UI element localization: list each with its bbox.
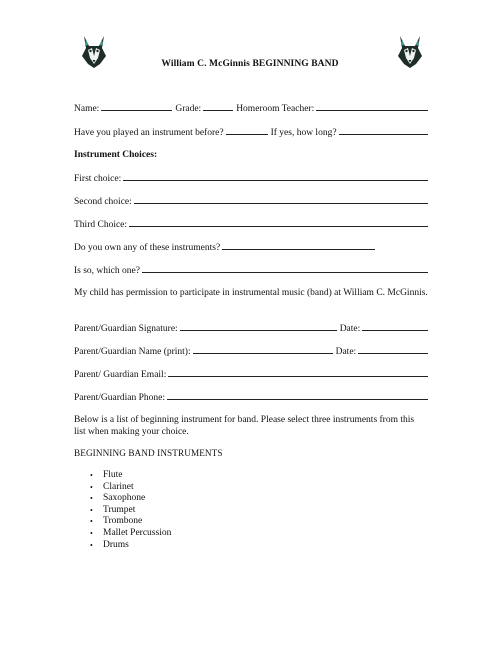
name-field[interactable]	[101, 110, 172, 111]
name-print-date-label: Date:	[335, 347, 357, 357]
instrument-name: Saxophone	[103, 493, 146, 504]
name-print-label: Parent/Guardian Name (print):	[74, 347, 191, 357]
list-item	[90, 528, 171, 540]
which-one-label: Is so, which one?	[74, 266, 140, 276]
bullet-icon: •	[90, 517, 93, 527]
bullet-icon: •	[90, 482, 93, 492]
how-long-label: If yes, how long?	[270, 128, 337, 138]
how-long-field[interactable]	[339, 134, 428, 135]
email-field[interactable]	[168, 376, 428, 377]
instrument-name: Drums	[103, 539, 129, 550]
first-choice-row	[74, 170, 428, 184]
own-instrument-field[interactable]	[222, 249, 375, 250]
own-instrument-label: Do you own any of these instruments?	[74, 243, 221, 253]
name-label: Name:	[74, 104, 100, 114]
signature-label: Parent/Guardian Signature:	[74, 324, 178, 334]
third-choice-row	[74, 216, 428, 230]
page-title: William C. McGinnis BEGINNING BAND	[161, 59, 339, 69]
name-row	[74, 100, 428, 114]
list-item	[90, 516, 171, 528]
band-instruments-heading: BEGINNING BAND INSTRUMENTS	[74, 448, 223, 458]
name-print-row	[74, 343, 428, 357]
email-row	[74, 366, 428, 380]
signature-row	[74, 320, 428, 334]
second-choice-row	[74, 193, 428, 207]
name-print-date-field[interactable]	[358, 353, 428, 354]
second-choice-field[interactable]	[134, 203, 428, 204]
first-choice-label: First choice:	[74, 174, 122, 184]
signature-field[interactable]	[180, 330, 337, 331]
instrument-name: Trombone	[103, 516, 143, 527]
list-item	[90, 470, 171, 482]
homeroom-teacher-field[interactable]	[316, 110, 428, 111]
grade-field[interactable]	[203, 110, 233, 111]
instrument-choices-heading: Instrument Choices:	[74, 150, 158, 160]
instrument-name: Clarinet	[103, 481, 134, 492]
first-choice-field[interactable]	[123, 180, 428, 181]
email-label: Parent/ Guardian Email:	[74, 370, 167, 380]
own-instrument-row	[74, 239, 428, 253]
phone-label: Parent/Guardian Phone:	[74, 393, 166, 403]
list-item	[90, 482, 171, 494]
bullet-icon: •	[90, 540, 93, 550]
instrument-name: Flute	[103, 470, 123, 480]
list-item	[90, 505, 171, 517]
third-choice-field[interactable]	[129, 226, 428, 227]
bullet-icon: •	[90, 528, 93, 538]
second-choice-label: Second choice:	[74, 197, 132, 207]
played-row	[74, 124, 428, 138]
grade-label: Grade:	[175, 104, 202, 114]
phone-field[interactable]	[167, 399, 428, 400]
third-choice-label: Third Choice:	[74, 220, 128, 230]
phone-row	[74, 389, 428, 403]
which-one-field[interactable]	[142, 272, 428, 273]
bullet-icon: •	[90, 505, 93, 515]
bullet-icon: •	[90, 471, 93, 480]
instructions-text: Below is a list of beginning instrument for band. Please select three instruments from this list when making your choice.	[74, 415, 415, 437]
played-before-field[interactable]	[226, 134, 268, 135]
instrument-name: Mallet Percussion	[103, 527, 172, 538]
list-item	[90, 493, 171, 505]
instrument-name: Trumpet	[103, 504, 136, 515]
which-one-row	[74, 262, 428, 276]
signature-date-field[interactable]	[362, 330, 428, 331]
played-before-label: Have you played an instrument before?	[74, 128, 224, 138]
list-item	[90, 540, 171, 552]
permission-text: My child has permission to participate in instrumental music (band) at William C. McGinnis.	[74, 288, 428, 298]
instrument-list	[90, 470, 171, 551]
homeroom-teacher-label: Homeroom Teacher:	[236, 104, 315, 114]
name-print-field[interactable]	[193, 353, 333, 354]
signature-date-label: Date:	[339, 324, 361, 334]
bullet-icon: •	[90, 494, 93, 504]
